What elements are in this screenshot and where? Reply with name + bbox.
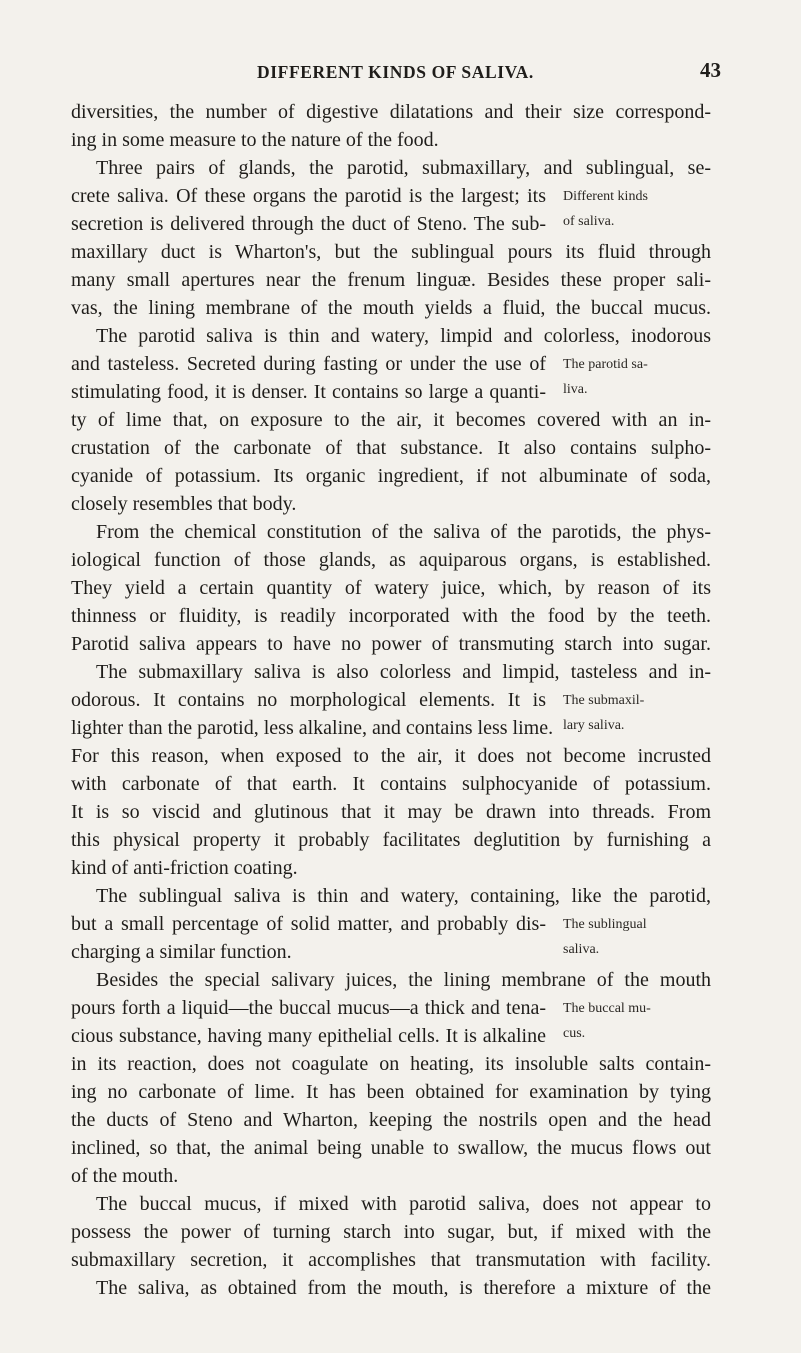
running-title: DIFFERENT KINDS OF SALIVA. bbox=[257, 62, 534, 82]
text-line: The parotid saliva is thin and watery, limpid and colorless, inodorous bbox=[96, 325, 711, 347]
margin-note: The parotid sa- bbox=[563, 357, 648, 372]
text-line: charging a similar function. bbox=[71, 941, 292, 963]
text-line: The sublingual saliva is thin and watery, containing, like the parotid, bbox=[96, 885, 711, 907]
text-line: maxillary duct is Wharton's, but the sublingual pours its fluid through bbox=[71, 241, 711, 263]
text-line: crustation of the carbonate of that substance. It also contains sulpho- bbox=[71, 437, 711, 459]
text-line: The submaxillary saliva is also colorless and limpid, tasteless and in- bbox=[96, 661, 711, 683]
text-line: possess the power of turning starch into sugar, but, if mixed with the bbox=[71, 1221, 711, 1243]
text-line: in its reaction, does not coagulate on heating, its insoluble salts contain- bbox=[71, 1053, 711, 1075]
text-line: diversities, the number of digestive dilatations and their size correspond- bbox=[71, 101, 711, 123]
text-line: and tasteless. Secreted during fasting or under the use of bbox=[71, 353, 546, 375]
text-line: From the chemical constitution of the saliva of the parotids, the phys- bbox=[96, 521, 711, 543]
text-line: thinness or fluidity, is readily incorporated with the food by the teeth. bbox=[71, 605, 711, 627]
text-line: They yield a certain quantity of watery juice, which, by reason of its bbox=[71, 577, 711, 599]
text-line: lighter than the parotid, less alkaline, and contains less lime. bbox=[71, 717, 554, 739]
margin-note: The submaxil- bbox=[563, 693, 645, 708]
text-line: inclined, so that, the animal being unable to swallow, the mucus flows out bbox=[71, 1137, 711, 1159]
text-line: For this reason, when exposed to the air, it does not become incrusted bbox=[71, 745, 711, 767]
text-line: many small apertures near the frenum linguæ. Besides these proper sali- bbox=[71, 269, 711, 291]
text-line: iological function of those glands, as aquiparous organs, is established. bbox=[71, 549, 711, 571]
page-number: 43 bbox=[700, 58, 721, 82]
margin-note: of saliva. bbox=[563, 214, 615, 229]
text-line: Besides the special salivary juices, the lining membrane of the mouth bbox=[96, 969, 711, 991]
margin-note: The buccal mu- bbox=[563, 1001, 651, 1016]
text-line: It is so viscid and glutinous that it may be drawn into threads. From bbox=[71, 801, 711, 823]
margin-note: The sublingual bbox=[563, 917, 647, 932]
text-line: ing no carbonate of lime. It has been obtained for examination by tying bbox=[71, 1081, 711, 1103]
text-line: closely resembles that body. bbox=[71, 493, 297, 515]
text-line: kind of anti-friction coating. bbox=[71, 857, 298, 879]
text-line: with carbonate of that earth. It contains sulphocyanide of potassium. bbox=[71, 773, 711, 795]
text-line: ty of lime that, on exposure to the air, it becomes covered with an in- bbox=[71, 409, 711, 431]
margin-note: cus. bbox=[563, 1026, 586, 1041]
text-line: cious substance, having many epithelial cells. It is alkaline bbox=[71, 1025, 546, 1047]
text-line: secretion is delivered through the duct of Steno. The sub- bbox=[71, 213, 546, 235]
text-line: stimulating food, it is denser. It contains so large a quanti- bbox=[71, 381, 546, 403]
text-line: crete saliva. Of these organs the parotid is the largest; its bbox=[71, 185, 546, 207]
text-line: odorous. It contains no morphological elements. It is bbox=[71, 689, 546, 711]
text-line: the ducts of Steno and Wharton, keeping the nostrils open and the head bbox=[71, 1109, 711, 1131]
margin-note: liva. bbox=[563, 382, 588, 397]
margin-note: lary saliva. bbox=[563, 718, 625, 733]
text-line: ing in some measure to the nature of the food. bbox=[71, 129, 439, 151]
text-line: Three pairs of glands, the parotid, submaxillary, and sublingual, se- bbox=[96, 157, 711, 179]
text-line: of the mouth. bbox=[71, 1165, 179, 1187]
text-line: The saliva, as obtained from the mouth, is therefore a mixture of the bbox=[96, 1277, 711, 1299]
text-line: but a small percentage of solid matter, and probably dis- bbox=[71, 913, 546, 935]
margin-note: saliva. bbox=[563, 942, 600, 957]
margin-note: Different kinds bbox=[563, 189, 648, 204]
text-line: this physical property it probably facilitates deglutition by furnishing a bbox=[71, 829, 711, 851]
text-line: submaxillary secretion, it accomplishes that transmutation with facility. bbox=[71, 1249, 711, 1271]
text-line: Parotid saliva appears to have no power of transmuting starch into sugar. bbox=[71, 633, 711, 655]
text-line: cyanide of potassium. Its organic ingredient, if not albuminate of soda, bbox=[71, 465, 711, 487]
text-line: vas, the lining membrane of the mouth yields a fluid, the buccal mucus. bbox=[71, 297, 711, 319]
text-line: pours forth a liquid—the buccal mucus—a thick and tena- bbox=[71, 997, 546, 1019]
text-line: The buccal mucus, if mixed with parotid saliva, does not appear to bbox=[96, 1193, 711, 1215]
